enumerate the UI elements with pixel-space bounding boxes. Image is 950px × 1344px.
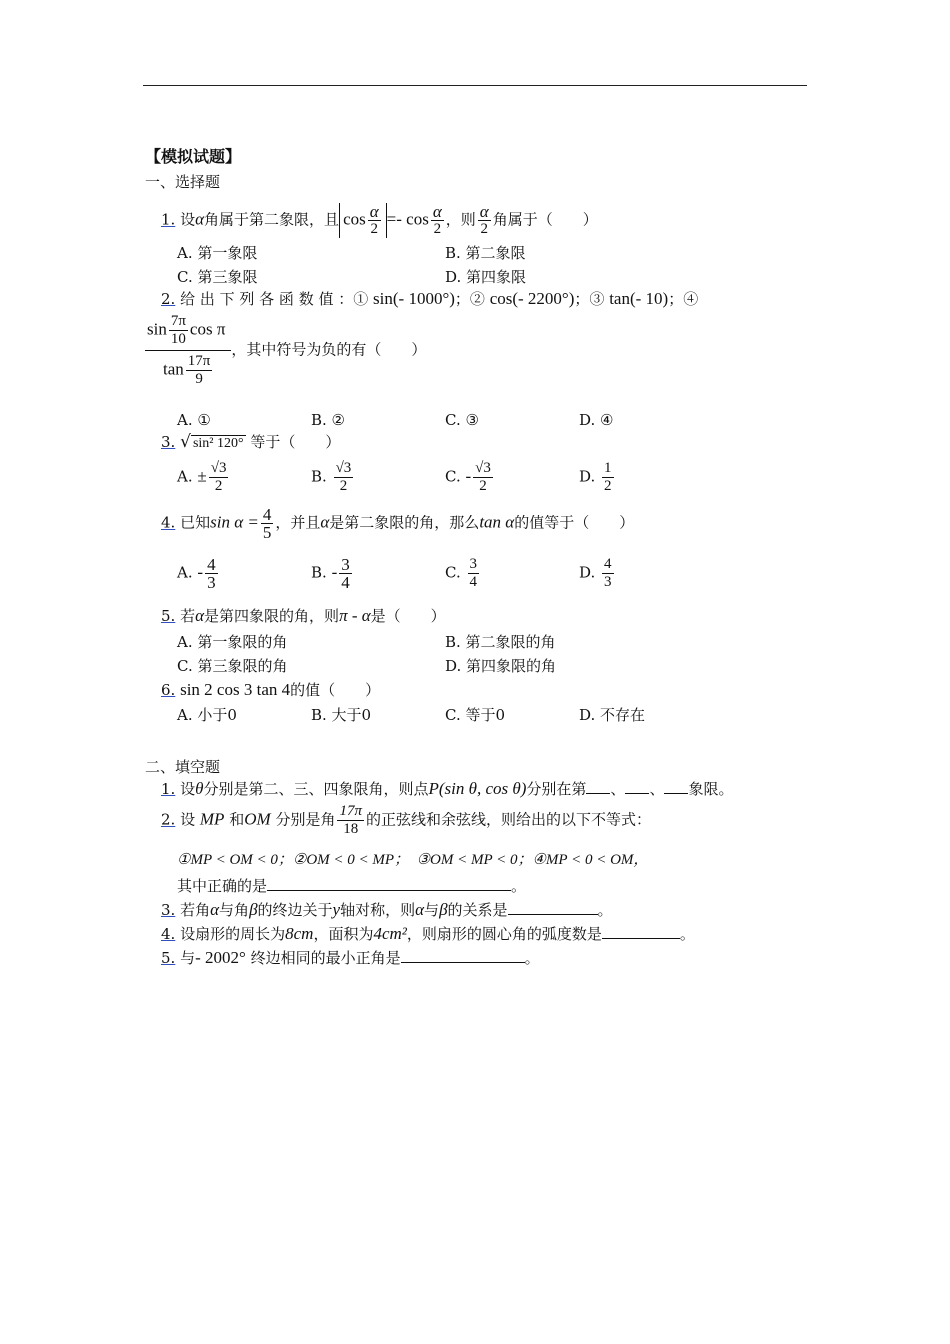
q5-option-b: B. 第二象限的角 xyxy=(445,633,556,651)
blank-5[interactable] xyxy=(401,962,525,963)
q1-option-b: B. 第二象限 xyxy=(445,244,526,262)
blank-1a[interactable] xyxy=(586,793,610,794)
blank-1c[interactable] xyxy=(664,793,688,794)
q6-option-c: C. 等于0 xyxy=(445,706,506,724)
question-2-expr: sin $\frac{7\pi}{10}$ cos π tan $\frac{17\pi}{9}$ ，其中符号为负的有（ ） xyxy=(147,313,427,387)
q4-option-b: B. - $\frac{3}{4}$ xyxy=(311,555,350,592)
q3-option-c: C. - $\frac{√3}{2}$ xyxy=(445,460,491,494)
question-4: 4. 已知sin α = $\frac{4}{5}$ ，并且α是第二象限的角，那么tan α的值等于（ ） xyxy=(161,505,635,542)
section-title: 【模拟试题】 xyxy=(145,147,242,166)
question-6: 6. sin 2 cos 3 tan 4的值（ ） xyxy=(161,680,381,699)
question-1: 1. 设α角属于第二象限，且 cos $\frac{\alpha}{2}$ =- cos $\frac{\alpha}{2}$ ，则 $\frac{\alpha}{2}$ 角属于（ ） xyxy=(161,202,598,237)
q5-option-d: D. 第四象限的角 xyxy=(445,657,557,675)
q3-option-b: B. $\frac{√3}{2}$ xyxy=(311,460,352,494)
q4-option-d: D. $\frac{4}{3}$ xyxy=(579,556,612,590)
q4-option-c: C. $\frac{3}{4}$ xyxy=(445,556,477,590)
q6-option-d: D. 不存在 xyxy=(579,706,646,724)
q1-option-c: C. 第三象限 xyxy=(177,268,258,286)
fill-2-answer: 其中正确的是 。 xyxy=(177,877,527,895)
blank-2[interactable] xyxy=(267,890,511,891)
blank-3[interactable] xyxy=(508,914,598,915)
question-5: 5. 若α是第四象限的角，则π - α是（ ） xyxy=(161,606,446,625)
q3-option-d: D. $\frac{1}{2}$ xyxy=(579,460,612,494)
question-3: 3. √ sin² 120° 等于（ ） xyxy=(161,432,341,452)
question-2: 2. 给 出 下 列 各 函 数 值 ：① sin(- 1000°)；② cos(- 2200°)；③ tan(- 10)；④ xyxy=(161,289,699,308)
q2-option-d: D. ④ xyxy=(579,411,614,429)
abs-cos: cos $\frac{\alpha}{2}$ xyxy=(339,203,387,238)
fill-2-inequalities: ①MP < OM < 0；②OM < 0 < MP； ③OM < MP < 0；④MP < 0 < OM， xyxy=(177,852,649,868)
q5-option-a: A. 第一象限的角 xyxy=(177,633,288,651)
fill-3: 3. 若角α与角β的终边关于y轴对称，则α与β的关系是 。 xyxy=(161,900,613,919)
big-fraction: sin $\frac{7\pi}{10}$ cos π tan $\frac{17\pi}{9}$ xyxy=(145,313,231,388)
q2-option-a: A. ① xyxy=(177,411,211,429)
header-rule xyxy=(143,85,807,86)
blank-4[interactable] xyxy=(602,938,680,939)
q1-option-d: D. 第四象限 xyxy=(445,268,527,286)
part2-heading: 二、填空题 xyxy=(145,758,221,776)
q2-option-c: C. ③ xyxy=(445,411,479,429)
fill-5: 5. 与- 2002° 终边相同的最小正角是 。 xyxy=(161,948,540,967)
q4-option-a: A. - $\frac{4}{3}$ xyxy=(177,555,216,592)
q2-option-b: B. ② xyxy=(311,411,346,429)
q3-option-a: A. ± $\frac{√3}{2}$ xyxy=(177,460,227,494)
part1-heading: 一、选择题 xyxy=(145,173,221,191)
fill-2: 2. 设 MP 和OM 分别是角 $\frac{17\pi}{18}$ 的正弦线和余弦线，则给出的以下不等式： xyxy=(161,803,652,837)
q6-option-b: B. 大于0 xyxy=(311,706,372,724)
q6-option-a: A. 小于0 xyxy=(177,706,237,724)
fill-1: 1. 设θ分别是第二、三、四象限角，则点P(sin θ, cos θ)分别在第 、 、 象限。 xyxy=(161,779,734,798)
fill-4: 4. 设扇形的周长为8cm，面积为4cm²，则扇形的圆心角的弧度数是 。 xyxy=(161,924,695,943)
blank-1b[interactable] xyxy=(625,793,649,794)
q1-option-a: A. 第一象限 xyxy=(177,244,258,262)
q5-option-c: C. 第三象限的角 xyxy=(177,657,288,675)
